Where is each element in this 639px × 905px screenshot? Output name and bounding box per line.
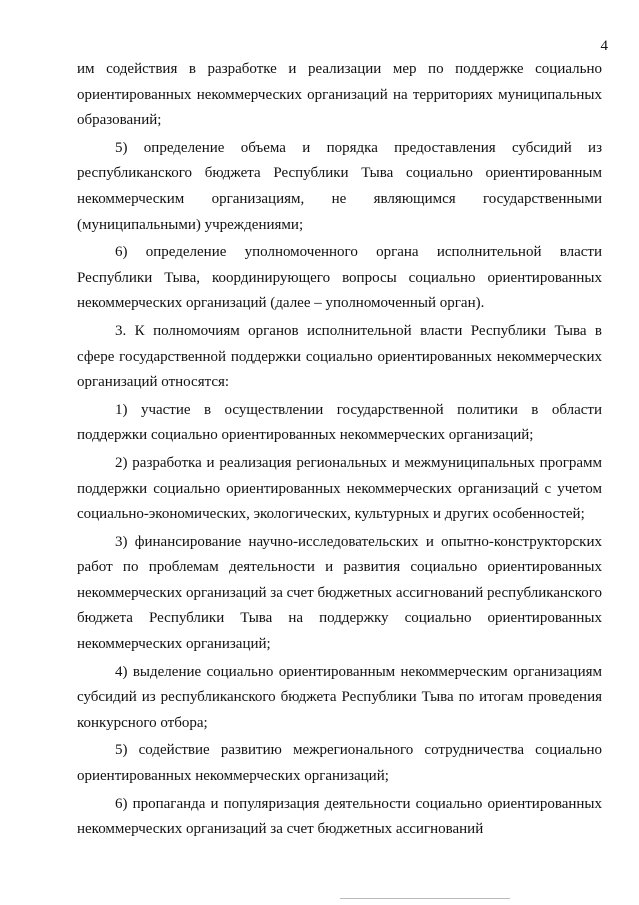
page-number: 4 [600,38,608,54]
paragraph-9: 5) содействие развитию межрегионального сотрудничества социально ориентированных некоммерческих организаций; [77,742,602,785]
scan-edge-line [340,898,510,899]
paragraph-5: 1) участие в осуществлении государственной политики в области поддержки социально ориентированных некоммерческих организаций; [77,401,602,444]
paragraph-10: 6) пропаганда и популяризация деятельности социально ориентированных некоммерческих организаций за счет бюджетных ассигнований [77,795,602,838]
paragraph-3: 6) определение уполномоченного органа исполнительной власти Республики Тыва, координирующего вопросы социально ориентированных некоммерческих организаций (далее – уполномоченный орган). [77,244,602,312]
document-body [77,57,602,843]
paragraph-6: 2) разработка и реализация региональных и межмуниципальных программ поддержки социально ориентированных некоммерческих организаций с учетом социально-экономических, экологических, культурных и других особенностей; [77,454,602,523]
paragraph-4: 3. К полномочиям органов исполнительной власти Республики Тыва в сфере государственной поддержки социально ориентированных некоммерческих организаций относятся: [77,322,602,391]
paragraph-7: 3) финансирование научно-исследовательских и опытно-конструкторских работ по проблемам деятельности и развития социально ориентированных некоммерческих организаций за счет бюджетных ассигнований республиканского бюджета Республики Тыва на поддержку социально ориентированных некоммерческих организаций; [77,533,602,653]
paragraph-1: им содействия в разработке и реализации мер по поддержке социально ориентированных некоммерческих организаций на территориях муниципальных образований; [77,61,602,129]
paragraph-2: 5) определение объема и порядка предоставления субсидий из республиканского бюджета Республики Тыва социально ориентированным некоммерческим организациям, не являющимся государственными (муниципальными) учреждениями; [77,139,602,233]
paragraph-8: 4) выделение социально ориентированным некоммерческим организациям субсидий из республиканского бюджета Республики Тыва по итогам проведения конкурсного отбора; [77,663,602,731]
